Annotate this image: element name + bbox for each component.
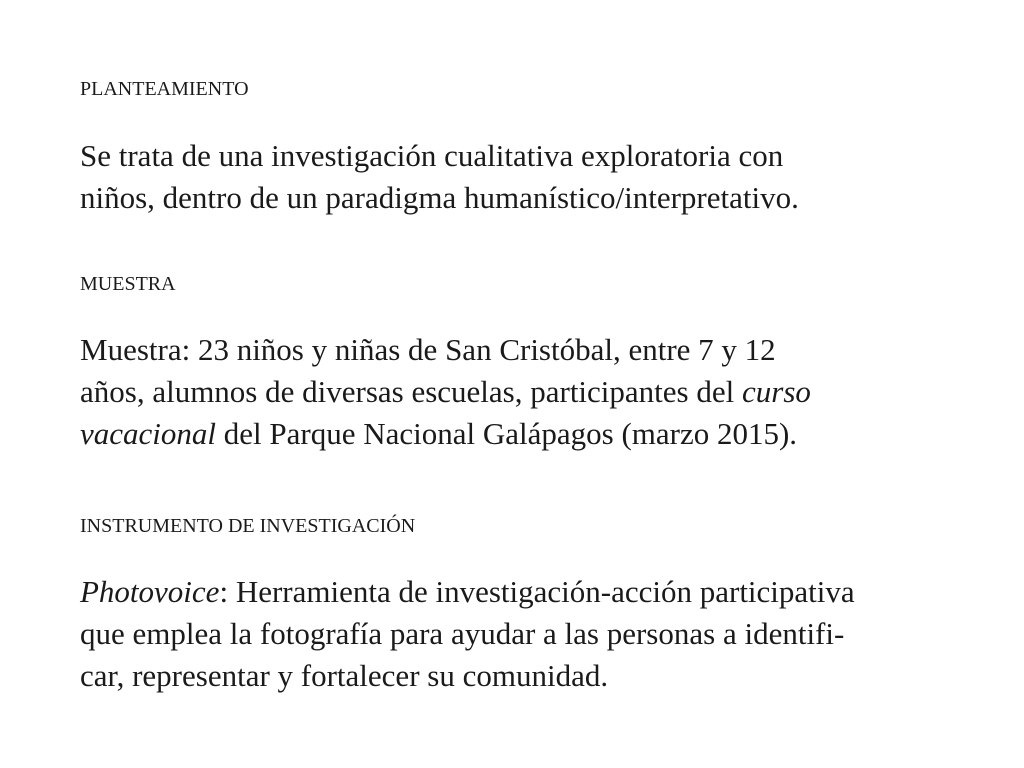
text-line [80,177,960,219]
section-text-instrumento [80,571,960,697]
section-heading-planteamiento: PLANTEAMIENTO [80,78,249,100]
text-line [80,655,960,697]
section-text-muestra [80,329,960,455]
text-line [80,329,960,371]
slide [80,0,960,768]
text-line [80,613,960,655]
text-run: que emplea la fotografía para ayudar a las personas a identifi- [80,616,845,651]
text-run-italic: vacacional [80,416,217,451]
text-run: del Parque Nacional Galápagos (marzo 2015). [216,416,798,451]
text-run: : Herramienta de investigación-acción participativa [219,574,855,609]
text-line [80,571,960,613]
text-line [80,135,960,177]
text-run-italic: Photovoice [80,574,220,609]
text-run-italic: curso [742,374,811,409]
text-run: Muestra: 23 niños y niñas de San Cristóbal, entre 7 y 12 [80,332,776,367]
text-run: años, alumnos de diversas escuelas, participantes del [80,374,742,409]
text-run: car, representar y fortalecer su comunidad. [80,658,609,693]
text-run: niños, dentro de un paradigma humanístico/interpretativo. [80,180,799,215]
section-heading-instrumento: INSTRUMENTO DE INVESTIGACIÓN [80,515,416,537]
text-line [80,413,960,455]
section-heading-muestra: MUESTRA [80,273,176,295]
section-text-planteamiento [80,135,960,219]
text-run: Se trata de una investigación cualitativa exploratoria con [80,138,784,173]
text-line [80,371,960,413]
